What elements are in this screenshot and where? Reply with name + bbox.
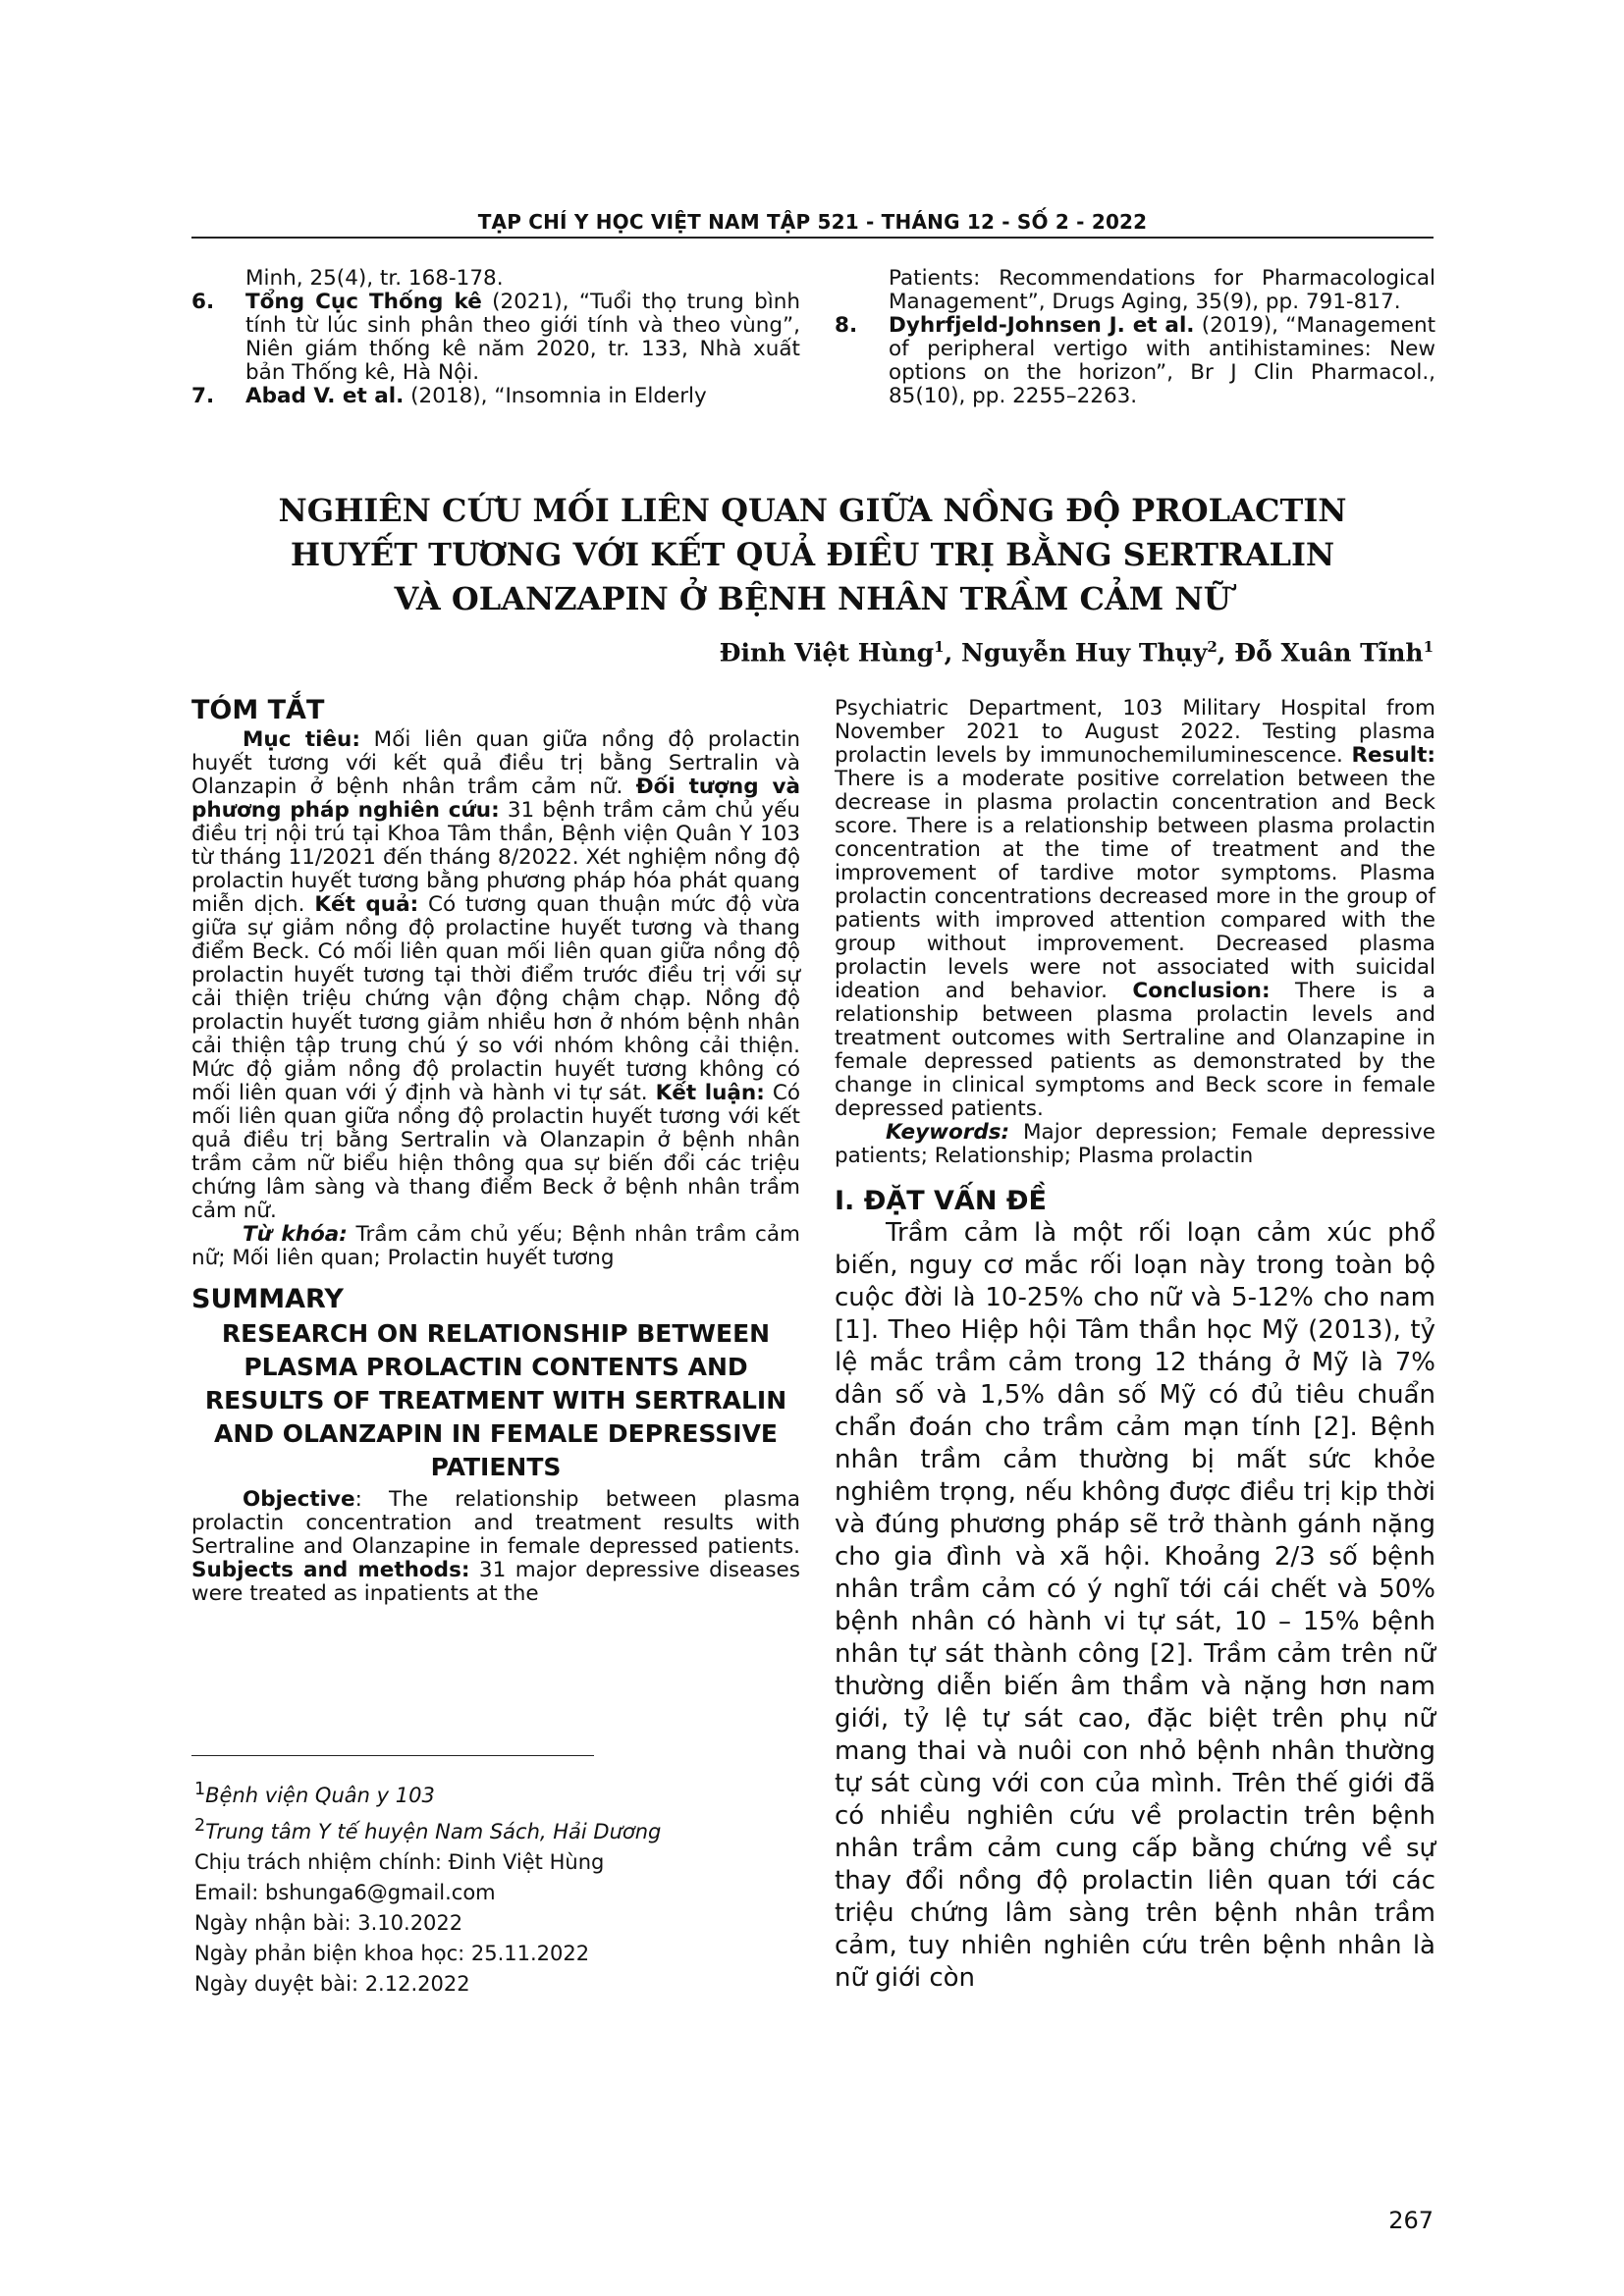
summary-text: There is a relationship between plasma prolactin levels and treatment outcomes with Sertraline and Olanzapine in female depressed patients as demonstrated by the change in clinical symptoms and Beck score in female depressed patients. (835, 979, 1436, 1121)
summary-text: Psychiatric Department, 103 Military Hospital from November 2021 to August 2022. Testing plasma prolactin levels by immunochemiluminescence. (835, 696, 1435, 768)
title-line: VÀ OLANZAPIN Ở BỆNH NHÂN TRẦM CẢM NỮ (394, 580, 1231, 617)
corresponding-author: Chịu trách nhiệm chính: Đinh Việt Hùng (194, 1850, 605, 1874)
reference-text: (2019), “Management of peripheral vertigo with antihistamines: New options on the horizon”, Br J Clin Pharmacol., 85(10), pp. 2255–2263. (889, 313, 1435, 408)
article-title (191, 489, 1434, 621)
english-title: RESEARCH ON RELATIONSHIP BETWEEN PLASMA PROLACTIN CONTENTS AND RESULTS OF TREATMENT WITH SERTRALIN AND OLANZAPIN IN FEMALE DEPRESSIVE PATIENTS (204, 1319, 787, 1481)
label-conclusion-en: Conclusion: (1132, 979, 1271, 1003)
title-line: NGHIÊN CỨU MỐI LIÊN QUAN GIỮA NỒNG ĐỘ PROLACTIN (278, 492, 1347, 529)
label-methods: Đối tượng và phương pháp nghiên cứu: (191, 774, 800, 823)
abstract-text: Có mối liên quan giữa nồng độ prolactin huyết tương với kết quả điều trị bằng Sertralin và Olanzapin ở bệnh nhân trầm cảm nữ biểu hiện thông qua sự biến đổi các triệu chứng lâm sàng và thang điểm Beck ở bệnh nhân trầm cảm nữ. (191, 1081, 800, 1223)
keywords-label: Keywords: (886, 1120, 1010, 1145)
author-list (720, 638, 1434, 667)
date-received: Ngày nhận bài: 3.10.2022 (194, 1911, 463, 1935)
footnote-divider (191, 1755, 594, 1756)
section-body: Trầm cảm là một rối loạn cảm xúc phổ biến, nguy cơ mắc rối loạn này trong toàn bộ cuộc đời là 10-25% cho nữ và 5-12% cho nam [1]. Theo Hiệp hội Tâm thần học Mỹ (2013), tỷ lệ mắc trầm cảm trong 12 tháng ở Mỹ là 7% dân số và 1,5% dân số Mỹ có đủ tiêu chuẩn chẩn đoán cho trầm cảm mạn tính [2]. Bệnh nhân trầm cảm thường bị mất sức khỏe nghiêm trọng, nếu không được điều trị kịp thời và đúng phương pháp sẽ trở thành gánh nặng cho gia đình và xã hội. Khoảng 2/3 số bệnh nhân trầm cảm có ý nghĩ tới cái chết và 50% bệnh nhân có hành vi tự sát, 10 – 15% bệnh nhân tự sát thành công [2]. Trầm cảm trên nữ thường diễn biến âm thầm và nặng hơn nam giới, tỷ lệ tự sát cao, đặc biệt trên phụ nữ mang thai và nuôi con nhỏ bệnh nhân thường tự sát cùng với con của mình. Trên thế giới đã có nhiều nghiên cứu về prolactin trên bệnh nhân trầm cảm cung cấp bằng chứng về sự thay đổi nồng độ prolactin liên quan tới các triệu chứng lâm sàng trên bệnh nhân trầm cảm, tuy nhiên nghiên cứu trên bệnh nhân là nữ giới còn (835, 1218, 1435, 1993)
reference-6 (191, 291, 800, 385)
reference-number: 8. (835, 313, 858, 338)
reference-text: Minh, 25(4), tr. 168-178. (245, 266, 504, 291)
date-reviewed: Ngày phản biện khoa học: 25.11.2022 (194, 1942, 590, 1965)
author-separator: , (1217, 638, 1235, 667)
keywords-en (835, 1121, 1435, 1168)
summary-body (191, 1488, 800, 1606)
page-number: 267 (1388, 2207, 1434, 2234)
date-accepted: Ngày duyệt bài: 2.12.2022 (194, 1972, 470, 1996)
reference-continuation (191, 267, 800, 291)
author-separator: , (944, 638, 962, 667)
affiliation-text: Trung tâm Y tế huyện Nam Sách, Hải Dương (205, 1820, 662, 1843)
summary-heading: SUMMARY (191, 1284, 344, 1314)
reference-text: (2018), “Insomnia in Elderly (404, 384, 707, 408)
footnote-mark: 1 (194, 1780, 206, 1799)
author-name: Đỗ Xuân Tĩnh (1234, 638, 1424, 667)
author-name: Nguyễn Huy Thụy (961, 638, 1208, 667)
references-right (835, 267, 1435, 408)
footnotes (194, 1775, 661, 2000)
reference-8 (835, 314, 1435, 408)
reference-continuation (835, 267, 1435, 314)
references-left (191, 267, 800, 408)
section-heading: I. ĐẶT VẤN ĐỀ (835, 1186, 1047, 1216)
label-methods-en: Subjects and methods: (191, 1558, 470, 1582)
summary-text: : The relationship between plasma prolactin concentration and treatment results with Sertraline and Olanzapine in female depressed patients. (191, 1487, 800, 1559)
affiliation-1 (194, 1775, 661, 1811)
reference-author: Abad V. et al. (245, 384, 405, 408)
author-name: Đinh Việt Hùng (719, 638, 935, 667)
affiliation-mark: 2 (1207, 638, 1218, 656)
summary-continued (835, 697, 1435, 1121)
abstract-text: Có tương quan thuận mức độ vừa giữa sự giảm nồng độ prolactine huyết tương và thang điểm Beck. Có mối liên quan mối liên quan giữa nồng độ prolactin huyết tương tại thời điểm trước điều trị với sự cải thiện triệu chứng vận động chậm chạp. Nồng độ prolactin huyết tương giảm nhiều hơn ở nhóm bệnh nhân cải thiện tập trung chú ý so với nhóm không cải thiện. Mức độ giảm nồng độ prolactin huyết tương không có mối liên quan với ý định và hành vi tự sát. (191, 892, 800, 1105)
summary-text: There is a moderate positive correlation between the decrease in plasma prolactin concentration and Beck score. There is a relationship between plasma prolactin concentration at the time of treatment and the improvement of tardive motor symptoms. Plasma prolactin concentrations decreased more in the group of patients with improved attention compared with the group without improvement. Decreased plasma prolactin levels were not associated with suicidal ideation and behavior. (835, 767, 1435, 1003)
abstract-vn-body (191, 728, 800, 1223)
left-column (191, 695, 800, 1606)
abstract-text: 31 bệnh trầm cảm chủ yếu điều trị nội trú tại Khoa Tâm thần, Bệnh viện Quân Y 103 từ tháng 11/2021 đến tháng 8/2022. Xét nghiệm nồng độ prolactin huyết tương bằng phương pháp hóa phát quang miễn dịch. (191, 798, 800, 917)
reference-text: (2021), “Tuổi thọ trung bình tính từ lúc sinh phân theo giới tính và theo vùng”, Niên giám thống kê năm 2020, tr. 133, Nhà xuất bản Thống kê, Hà Nội. (245, 290, 800, 385)
affiliation-mark: 1 (934, 638, 945, 656)
right-column (835, 697, 1435, 1995)
reference-7 (191, 385, 800, 408)
keywords-text: Trầm cảm chủ yếu; Bệnh nhân trầm cảm nữ; Mối liên quan; Prolactin huyết tương (191, 1222, 800, 1270)
keywords-text: Major depression; Female depressive patients; Relationship; Plasma prolactin (835, 1120, 1435, 1168)
label-conclusion: Kết luận: (655, 1081, 765, 1105)
title-line: HUYẾT TƯƠNG VỚI KẾT QUẢ ĐIỀU TRỊ BẰNG SERTRALIN (290, 536, 1335, 573)
affiliation-2 (194, 1811, 661, 1847)
reference-author: Dyhrfjeld-Johnsen J. et al. (889, 313, 1195, 338)
label-objective: Mục tiêu: (243, 727, 360, 752)
reference-author: Tổng Cục Thống kê (245, 290, 482, 314)
summary-text: 31 major depressive diseases were treated as inpatients at the (191, 1558, 800, 1606)
email: Email: bshunga6@gmail.com (194, 1881, 496, 1904)
label-objective-en: Objective (243, 1487, 355, 1512)
label-results-en: Result: (1351, 743, 1435, 768)
reference-text: Patients: Recommendations for Pharmacological Management”, Drugs Aging, 35(9), pp. 791-817. (889, 266, 1435, 314)
reference-number: 6. (191, 290, 215, 314)
reference-number: 7. (191, 384, 215, 408)
running-header: TẠP CHÍ Y HỌC VIỆT NAM TẬP 521 - THÁNG 12 - SỐ 2 - 2022 (477, 210, 1148, 234)
affiliation-mark: 1 (1423, 638, 1434, 656)
keywords-label: Từ khóa: (243, 1222, 348, 1247)
affiliation-text: Bệnh viện Quân y 103 (205, 1784, 435, 1807)
footnote-mark: 2 (194, 1816, 206, 1836)
keywords-vn (191, 1223, 800, 1270)
label-results: Kết quả: (314, 892, 419, 917)
header-divider (191, 237, 1434, 239)
abstract-text: Mối liên quan giữa nồng độ prolactin huyết tương với kết quả điều trị bằng Sertralin và Olanzapin ở bệnh nhân trầm cảm nữ. (191, 727, 800, 799)
abstract-heading: TÓM TẮT (191, 695, 325, 725)
